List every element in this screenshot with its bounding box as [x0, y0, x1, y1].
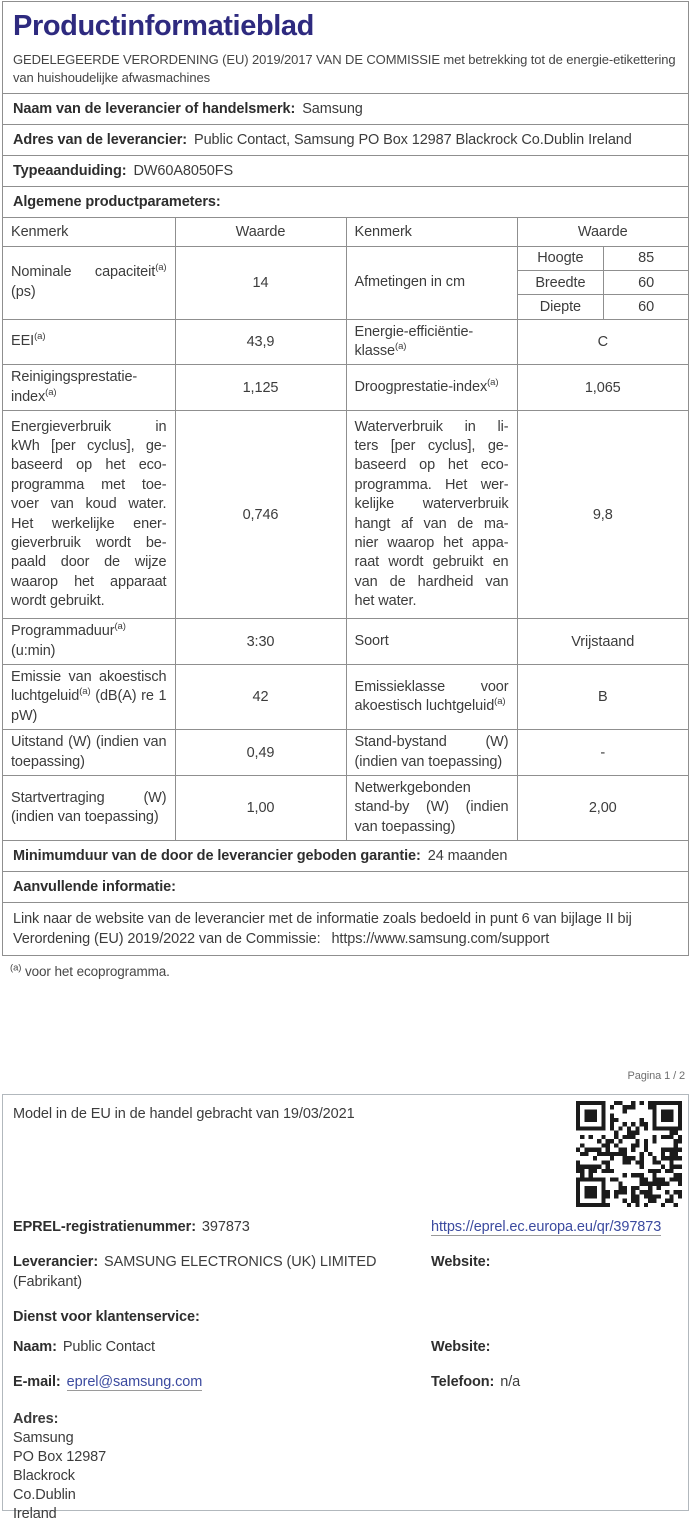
phone-label: Telefoon: [431, 1374, 495, 1391]
eprel-row [13, 1217, 678, 1237]
customer-service-label: Dienst voor klantenservice: [13, 1309, 200, 1326]
supplier-name-label: Naam van de leverancier of handelsmerk: [13, 101, 296, 117]
table-row-offmode-standby [3, 730, 688, 776]
water-use-value: 9,8 [517, 411, 688, 619]
delayed-start-label: Startvertraging (W) (indien van toepassing) [3, 775, 175, 840]
general-parameters-label: Algemene productparameters: [13, 194, 221, 210]
model-identifier-label: Typeaanduiding: [13, 163, 127, 179]
general-parameters-row [3, 187, 688, 218]
column-header: Waarde [175, 218, 346, 246]
regulation-subtitle: GEDELEGEERDE VERORDENING (EU) 2019/2017 VAN DE COMMISSIE met betrekking tot de energie-etikettering van huishoudelijke afwasmachines [13, 52, 676, 85]
dimension-row [518, 271, 689, 295]
warranty-row [3, 841, 688, 872]
footnote-eco-programme: $^{(a)}$ voor het ecoprogramma. [10, 962, 170, 980]
dimension-name: Diepte [518, 295, 604, 319]
noise-emission-value: 42 [175, 664, 346, 729]
supplier-address-value: Public Contact, Samsung PO Box 12987 Blackrock Co.Dublin Ireland [194, 132, 632, 148]
page-indicator: Pagina 1 / 2 [627, 1070, 685, 1083]
programme-duration-label: Programmaduur$^{(a)}$ (u:min) [3, 619, 175, 665]
supplier-website-row [3, 903, 688, 955]
supplier-address-row [3, 125, 688, 156]
contact-box [2, 1094, 689, 1523]
warranty-value: 24 maanden [427, 848, 508, 865]
delayed-start-value: 1,00 [175, 775, 346, 840]
supplier-website-url[interactable]: https://www.samsung.com/support [331, 931, 550, 948]
dimensions-subtable [517, 246, 688, 319]
table-row-duration-kind [3, 619, 688, 665]
supplier-name-value: Samsung [302, 101, 363, 117]
table-row-noise [3, 664, 688, 729]
address-block [13, 1410, 678, 1524]
dimension-row [518, 247, 689, 271]
off-mode-label: Uitstand (W) (indien van toepassing) [3, 730, 175, 776]
phone-value: n/a [500, 1374, 521, 1391]
kind-label: Soort [346, 619, 517, 665]
contact-name-value: Public Contact [62, 1339, 155, 1356]
supplier-name-row [3, 94, 688, 125]
contact-name-row [13, 1337, 678, 1357]
table-row-eei-energyclass [3, 319, 688, 365]
capacity-value: 14 [175, 246, 346, 319]
eei-value: 43,9 [175, 319, 346, 365]
email-link[interactable]: eprel@samsung.com [66, 1374, 203, 1391]
column-header: Waarde [517, 218, 688, 246]
drying-index-value: 1,065 [517, 365, 688, 411]
table-row-delay-network [3, 775, 688, 840]
table-header-row [3, 218, 688, 246]
cleaning-index-label: Reinigingsprestatie-index$^{(a)}$ [3, 365, 175, 411]
water-use-label: Waterverbruik in li- ters [per cyclus], ge- baseerd op het eco- programma. Het wer- kelijke waterverbruik hangt af van de ma- nier waarop het appa- raat wordt gebruikt en van de hardheid van het water. [346, 411, 517, 619]
programme-duration-value: 3:30 [175, 619, 346, 665]
website-label: Website: [431, 1339, 491, 1356]
table-row-energy-water [3, 411, 688, 619]
networked-standby-value: 2,00 [517, 775, 688, 840]
column-header: Kenmerk [346, 218, 517, 246]
qr-code-image [576, 1101, 682, 1207]
standby-value: - [517, 730, 688, 776]
eprel-number: 397873 [201, 1219, 250, 1236]
dimension-row [518, 295, 689, 319]
customer-service-row [13, 1307, 678, 1327]
eprel-label: EPREL-registratienummer: [13, 1219, 196, 1236]
noise-class-label: Emissieklasse voor akoestisch luchtgeluid$^{(a)}$ [346, 664, 517, 729]
market-date-line: Model in de EU in de handel gebracht van 19/03/2021 [13, 1106, 355, 1123]
noise-emission-label: Emissie van akoestisch luchtgeluid$^{(a)}$ (dB(A) re 1 pW) [3, 664, 175, 729]
dimension-name: Hoogte [518, 247, 604, 271]
manufacturer-row [13, 1252, 678, 1292]
networked-standby-label: Netwerkgebonden stand-by (W) (indien van toepassing) [346, 775, 517, 840]
website-label: Website: [431, 1254, 491, 1271]
model-identifier-row [3, 156, 688, 187]
off-mode-value: 0,49 [175, 730, 346, 776]
supplier-website-text: Link naar de website van de leverancier met de informatie zoals bedoeld in punt 6 van bijlage II bij Verordening (EU) 2019/2022 van de Commissie: [13, 911, 632, 948]
dimensions-label: Afmetingen in cm [346, 246, 517, 319]
title-block [3, 2, 688, 94]
manufacturer [13, 1252, 431, 1292]
product-information-sheet [0, 1, 691, 1523]
contact-name-label: Naam: [13, 1339, 57, 1356]
table-row-capacity-dimensions [3, 246, 688, 319]
parameters-table [3, 218, 688, 841]
dimension-value: 60 [604, 295, 688, 319]
energy-class-value: C [517, 319, 688, 365]
capacity-label: Nominale capaciteit$^{(a)}$ (ps) [3, 246, 175, 319]
energy-use-label: Energieverbruik in kWh [per cyclus], ge- baseerd op het eco- programma met toe- voer van koud water. Het werkelijke ener- gieverbruik wordt be- paald door de wijze waarop het apparaat wordt gebruikt. [3, 411, 175, 619]
contact-email-row [13, 1372, 678, 1392]
email-label: E-mail: [13, 1374, 61, 1391]
page-title: Productinformatieblad [13, 10, 314, 42]
product-fiche-box [2, 1, 689, 956]
table-row-cleaning-drying [3, 365, 688, 411]
additional-info-label: Aanvullende informatie: [13, 879, 176, 896]
energy-use-value: 0,746 [175, 411, 346, 619]
warranty-label: Minimumduur van de door de leverancier geboden garantie: [13, 848, 421, 865]
model-identifier-value: DW60A8050FS [133, 163, 234, 179]
drying-index-label: Droogprestatie-index$^{(a)}$ [346, 365, 517, 411]
kind-value: Vrijstaand [517, 619, 688, 665]
manufacturer-value: SAMSUNG ELECTRONICS (UK) LIMITED (Fabrikant) [13, 1254, 377, 1291]
energy-class-label: Energie-efficiëntie-klasse$^{(a)}$ [346, 319, 517, 365]
noise-class-value: B [517, 664, 688, 729]
eei-label: EEI$^{(a)}$ [3, 319, 175, 365]
eprel-registration [13, 1217, 431, 1237]
standby-label: Stand-bystand (W) (indien van toepassing) [346, 730, 517, 776]
additional-info-row [3, 872, 688, 903]
cleaning-index-value: 1,125 [175, 365, 346, 411]
address-lines: Samsung PO Box 12987 Blackrock Co.Dublin Ireland [13, 1430, 107, 1523]
manufacturer-label: Leverancier: [13, 1254, 99, 1271]
dimension-value: 60 [604, 271, 688, 295]
column-header: Kenmerk [3, 218, 175, 246]
address-label: Adres: [13, 1411, 59, 1428]
supplier-address-label: Adres van de leverancier: [13, 132, 188, 148]
eprel-link[interactable]: https://eprel.ec.europa.eu/qr/397873 [431, 1219, 662, 1236]
dimension-value: 85 [604, 247, 688, 271]
dimension-name: Breedte [518, 271, 604, 295]
